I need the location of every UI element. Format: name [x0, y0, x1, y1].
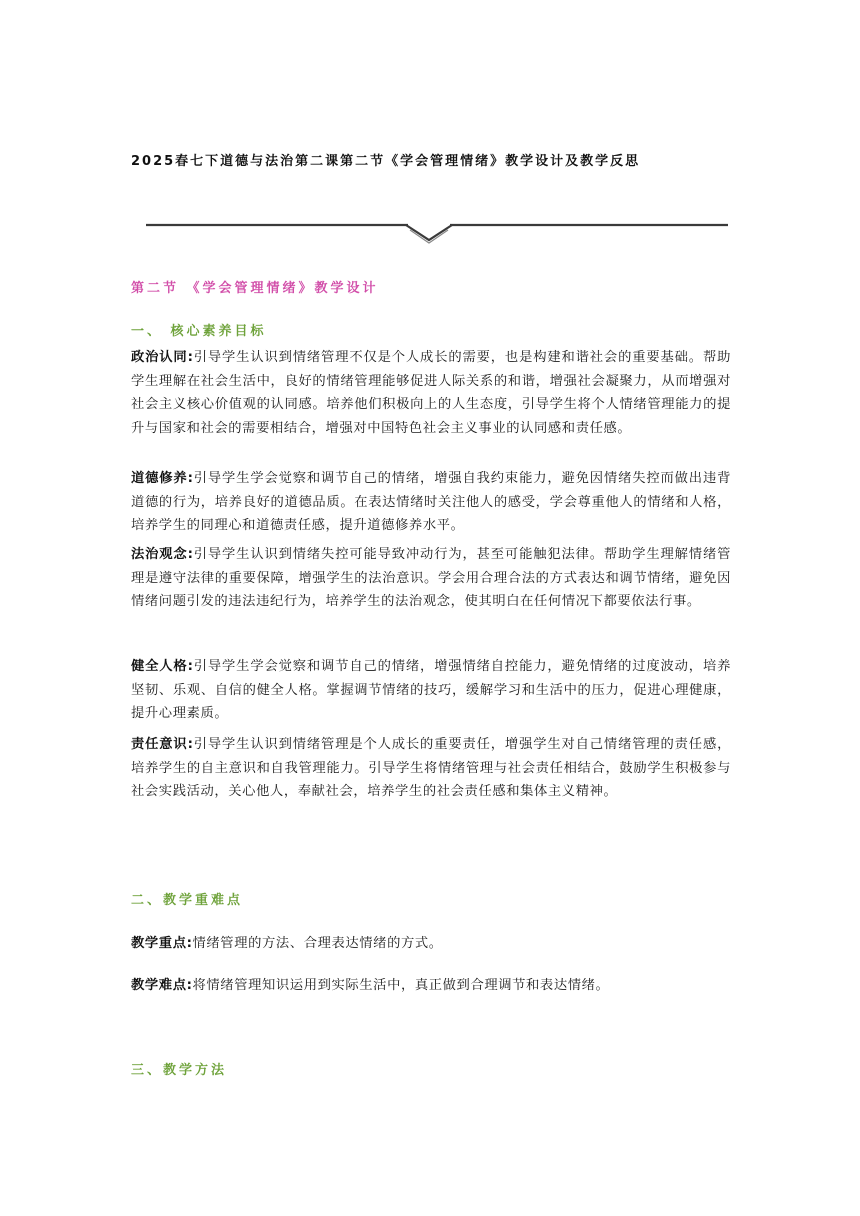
- section-title: 第二节 《学会管理情绪》教学设计: [131, 281, 379, 296]
- paragraph-label: 政治认同:: [131, 350, 194, 365]
- paragraph-label: 道德修养:: [131, 471, 194, 486]
- document-title: 2025春七下道德与法治第二课第二节《学会管理情绪》教学设计及教学反思: [131, 154, 641, 169]
- paragraph-moral-cultivation: [131, 467, 731, 538]
- paragraph-sound-personality: [131, 655, 731, 726]
- key-point-label: 教学重点:: [131, 936, 193, 951]
- difficult-point-line: [131, 974, 609, 993]
- paragraph-text: 引导学生认识到情绪失控可能导致冲动行为，甚至可能触犯法律。帮助学生理解情绪管理是遵守法律的重要保障，增强学生的法治意识。学会用合理合法的方式表达和调节情绪，避免因情绪问题引发的违法违纪行为，培养学生的法治观念，使其明白在任何情况下都要依法行事。: [131, 547, 731, 609]
- heading-core-literacy: 一、 核心素养目标: [131, 324, 267, 339]
- paragraph-label: 法治观念:: [131, 547, 194, 562]
- paragraph-rule-of-law: [131, 543, 731, 614]
- paragraph-label: 责任意识:: [131, 737, 194, 752]
- paragraph-responsibility: [131, 733, 731, 804]
- difficult-point-label: 教学难点:: [131, 978, 193, 993]
- paragraph-label: 健全人格:: [131, 659, 194, 674]
- key-point-line: [131, 932, 443, 951]
- paragraph-political-identity: [131, 346, 731, 440]
- heading-key-difficult-points: 二、教学重难点: [131, 893, 244, 908]
- key-point-text: 情绪管理的方法、合理表达情绪的方式。: [192, 936, 443, 951]
- decorative-divider: [146, 216, 728, 246]
- paragraph-text: 引导学生认识到情绪管理不仅是个人成长的需要，也是构建和谐社会的重要基础。帮助学生理解在社会生活中，良好的情绪管理能够促进人际关系的和谐，增强社会凝聚力，从而增强对社会主义核心价值观的认同感。培养他们积极向上的人生态度，引导学生将个人情绪管理能力的提升与国家和社会的需要相结合，增强对中国特色社会主义事业的认同感和责任感。: [131, 350, 731, 436]
- paragraph-text: 引导学生认识到情绪管理是个人成长的重要责任，增强学生对自己情绪管理的责任感，培养学生的自主意识和自我管理能力。引导学生将情绪管理与社会责任相结合，鼓励学生积极参与社会实践活动，关心他人，奉献社会，培养学生的社会责任感和集体主义精神。: [131, 737, 731, 799]
- paragraph-text: 引导学生学会觉察和调节自己的情绪，增强自我约束能力，避免因情绪失控而做出违背道德的行为，培养良好的道德品质。在表达情绪时关注他人的感受，学会尊重他人的情绪和人格，培养学生的同理心和道德责任感，提升道德修养水平。: [131, 471, 731, 533]
- difficult-point-text: 将情绪管理知识运用到实际生活中，真正做到合理调节和表达情绪。: [192, 978, 610, 993]
- heading-teaching-methods: 三、教学方法: [131, 1063, 228, 1078]
- paragraph-text: 引导学生学会觉察和调节自己的情绪，增强情绪自控能力，避免情绪的过度波动，培养坚韧、乐观、自信的健全人格。掌握调节情绪的技巧，缓解学习和生活中的压力，促进心理健康，提升心理素质。: [131, 659, 731, 721]
